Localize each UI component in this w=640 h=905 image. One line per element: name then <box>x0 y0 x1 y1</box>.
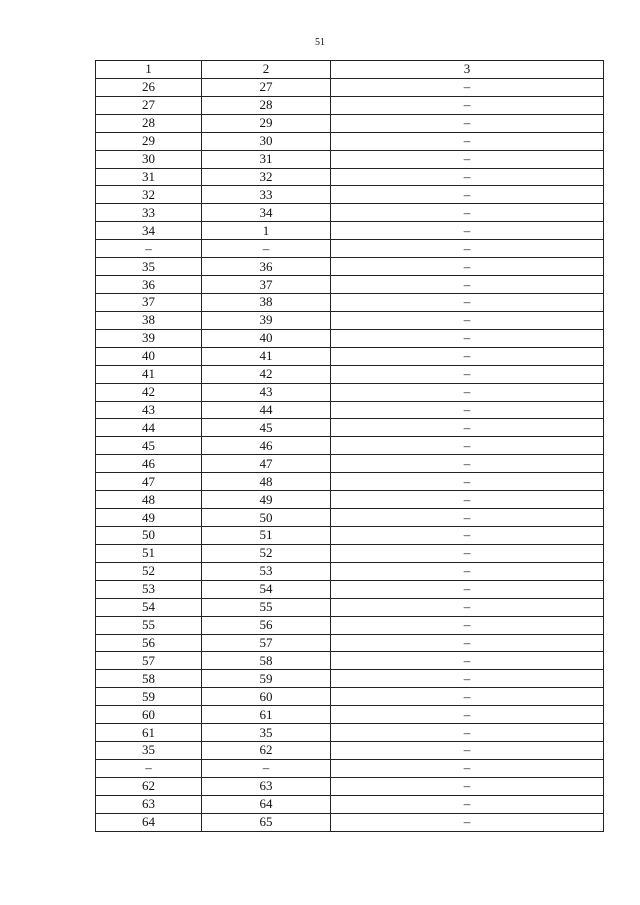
table-cell-col-2: 58 <box>202 652 331 670</box>
table-cell-col-3: – <box>331 114 604 132</box>
table-cell-col-2: 47 <box>202 455 331 473</box>
table-row <box>96 186 604 204</box>
table-cell-col-3: – <box>331 365 604 383</box>
table-cell-col-1: 35 <box>96 742 202 760</box>
table-cell-col-1: 53 <box>96 580 202 598</box>
table-row <box>96 347 604 365</box>
table-cell-col-1: – <box>96 240 202 258</box>
table-row <box>96 455 604 473</box>
table-cell-col-3: – <box>331 293 604 311</box>
table-cell-col-1: 31 <box>96 168 202 186</box>
table-cell-col-2: 65 <box>202 813 331 831</box>
table-cell-col-2: 31 <box>202 150 331 168</box>
table-row <box>96 509 604 527</box>
table-row <box>96 293 604 311</box>
table-cell-col-2: 55 <box>202 598 331 616</box>
table-row <box>96 562 604 580</box>
table-cell-col-3: – <box>331 204 604 222</box>
table-cell-col-2: – <box>202 759 331 777</box>
table-cell-col-2: 42 <box>202 365 331 383</box>
table-cell-col-3: – <box>331 598 604 616</box>
table-row <box>96 258 604 276</box>
table-row <box>96 437 604 455</box>
table-cell-col-1: 57 <box>96 652 202 670</box>
table-cell-col-3: – <box>331 419 604 437</box>
table-row <box>96 724 604 742</box>
table-cell-col-3: – <box>331 347 604 365</box>
table-cell-col-1: 39 <box>96 329 202 347</box>
table-cell-col-1: 63 <box>96 795 202 813</box>
table-row <box>96 759 604 777</box>
table-cell-col-2: 60 <box>202 688 331 706</box>
table-cell-col-1: 30 <box>96 150 202 168</box>
table-row <box>96 365 604 383</box>
table-cell-col-2: 1 <box>202 222 331 240</box>
page-number: 51 <box>315 37 325 48</box>
table-cell-col-1: 62 <box>96 777 202 795</box>
table-cell-col-3: – <box>331 616 604 634</box>
table-cell-col-1: 61 <box>96 724 202 742</box>
table-cell-col-2: 54 <box>202 580 331 598</box>
table-cell-col-3: – <box>331 240 604 258</box>
table-cell-col-2: 33 <box>202 186 331 204</box>
table-cell-col-1: 37 <box>96 293 202 311</box>
table-row <box>96 473 604 491</box>
table-cell-col-1: 44 <box>96 419 202 437</box>
table-cell-col-2: 43 <box>202 383 331 401</box>
table-cell-col-3: – <box>331 544 604 562</box>
table-cell-col-1: 38 <box>96 311 202 329</box>
column-header-3: 3 <box>331 61 604 79</box>
table-cell-col-2: 44 <box>202 401 331 419</box>
table-row <box>96 150 604 168</box>
table-cell-col-2: 45 <box>202 419 331 437</box>
table-row <box>96 652 604 670</box>
table-cell-col-3: – <box>331 652 604 670</box>
table-row <box>96 706 604 724</box>
column-header-2: 2 <box>202 61 331 79</box>
table-cell-col-2: 64 <box>202 795 331 813</box>
table-cell-col-1: 64 <box>96 813 202 831</box>
table-row <box>96 580 604 598</box>
table-cell-col-2: 62 <box>202 742 331 760</box>
table-cell-col-3: – <box>331 813 604 831</box>
table-row <box>96 78 604 96</box>
table-cell-col-1: 56 <box>96 634 202 652</box>
table-cell-col-2: 29 <box>202 114 331 132</box>
table-cell-col-3: – <box>331 795 604 813</box>
table-row <box>96 598 604 616</box>
table-cell-col-1: 43 <box>96 401 202 419</box>
table-cell-col-1: 28 <box>96 114 202 132</box>
table-cell-col-2: 28 <box>202 96 331 114</box>
table-row <box>96 114 604 132</box>
table-cell-col-3: – <box>331 742 604 760</box>
table-cell-col-1: 29 <box>96 132 202 150</box>
table-cell-col-1: 51 <box>96 544 202 562</box>
table-cell-col-2: – <box>202 240 331 258</box>
table-cell-col-3: – <box>331 455 604 473</box>
table-cell-col-1: 26 <box>96 78 202 96</box>
table-cell-col-3: – <box>331 96 604 114</box>
table-cell-col-1: 33 <box>96 204 202 222</box>
table-cell-col-2: 41 <box>202 347 331 365</box>
table-cell-col-2: 36 <box>202 258 331 276</box>
table-cell-col-1: 50 <box>96 526 202 544</box>
table-cell-col-2: 61 <box>202 706 331 724</box>
table-cell-col-3: – <box>331 222 604 240</box>
table-cell-col-3: – <box>331 491 604 509</box>
table-cell-col-1: 49 <box>96 509 202 527</box>
table-cell-col-2: 37 <box>202 276 331 294</box>
table-cell-col-3: – <box>331 670 604 688</box>
table-cell-col-3: – <box>331 437 604 455</box>
table-cell-col-2: 46 <box>202 437 331 455</box>
table-cell-col-3: – <box>331 562 604 580</box>
table-cell-col-3: – <box>331 186 604 204</box>
table-row <box>96 616 604 634</box>
table-row <box>96 670 604 688</box>
table-row <box>96 526 604 544</box>
table-cell-col-1: 45 <box>96 437 202 455</box>
table-cell-col-2: 51 <box>202 526 331 544</box>
table-cell-col-1: 41 <box>96 365 202 383</box>
table-cell-col-3: – <box>331 509 604 527</box>
table-row <box>96 777 604 795</box>
table-cell-col-2: 49 <box>202 491 331 509</box>
table-cell-col-2: 52 <box>202 544 331 562</box>
table-row <box>96 419 604 437</box>
table-cell-col-1: 27 <box>96 96 202 114</box>
table-cell-col-1: 59 <box>96 688 202 706</box>
table-cell-col-2: 57 <box>202 634 331 652</box>
table-cell-col-1: 35 <box>96 258 202 276</box>
table-cell-col-3: – <box>331 706 604 724</box>
table-cell-col-3: – <box>331 526 604 544</box>
table-row <box>96 240 604 258</box>
table-cell-col-2: 35 <box>202 724 331 742</box>
table-cell-col-3: – <box>331 150 604 168</box>
table-cell-col-3: – <box>331 759 604 777</box>
table-row <box>96 132 604 150</box>
table-cell-col-1: 46 <box>96 455 202 473</box>
table-cell-col-1: 58 <box>96 670 202 688</box>
table-cell-col-1: 42 <box>96 383 202 401</box>
table-cell-col-3: – <box>331 329 604 347</box>
table-cell-col-2: 63 <box>202 777 331 795</box>
table-cell-col-3: – <box>331 580 604 598</box>
table-cell-col-3: – <box>331 383 604 401</box>
table-row <box>96 168 604 186</box>
table-cell-col-3: – <box>331 724 604 742</box>
table-cell-col-1: 34 <box>96 222 202 240</box>
table-row <box>96 742 604 760</box>
table-cell-col-1: 32 <box>96 186 202 204</box>
table-cell-col-3: – <box>331 777 604 795</box>
table-body <box>96 61 604 832</box>
table-cell-col-2: 59 <box>202 670 331 688</box>
table-row <box>96 276 604 294</box>
table-cell-col-3: – <box>331 276 604 294</box>
table-row <box>96 401 604 419</box>
table-cell-col-1: 52 <box>96 562 202 580</box>
table-row <box>96 222 604 240</box>
table-row <box>96 813 604 831</box>
table-cell-col-3: – <box>331 132 604 150</box>
table-cell-col-3: – <box>331 168 604 186</box>
table-cell-col-3: – <box>331 634 604 652</box>
table-header-row <box>96 61 604 79</box>
table-cell-col-2: 48 <box>202 473 331 491</box>
table-cell-col-2: 32 <box>202 168 331 186</box>
table-cell-col-3: – <box>331 258 604 276</box>
table-row <box>96 311 604 329</box>
table-cell-col-2: 50 <box>202 509 331 527</box>
table-cell-col-3: – <box>331 473 604 491</box>
column-header-1: 1 <box>96 61 202 79</box>
table-cell-col-1: – <box>96 759 202 777</box>
table-cell-col-3: – <box>331 78 604 96</box>
table-row <box>96 96 604 114</box>
table-row <box>96 688 604 706</box>
table-cell-col-1: 55 <box>96 616 202 634</box>
table-cell-col-1: 36 <box>96 276 202 294</box>
table-cell-col-2: 56 <box>202 616 331 634</box>
table-row <box>96 544 604 562</box>
table-cell-col-3: – <box>331 311 604 329</box>
table-cell-col-1: 54 <box>96 598 202 616</box>
table-row <box>96 329 604 347</box>
table-cell-col-3: – <box>331 401 604 419</box>
table-row <box>96 634 604 652</box>
table-cell-col-1: 48 <box>96 491 202 509</box>
table-cell-col-2: 34 <box>202 204 331 222</box>
table-row <box>96 795 604 813</box>
table-row <box>96 383 604 401</box>
table-cell-col-2: 38 <box>202 293 331 311</box>
table-cell-col-2: 53 <box>202 562 331 580</box>
table-cell-col-1: 40 <box>96 347 202 365</box>
table-cell-col-3: – <box>331 688 604 706</box>
table-cell-col-1: 47 <box>96 473 202 491</box>
table-cell-col-1: 60 <box>96 706 202 724</box>
table-cell-col-2: 40 <box>202 329 331 347</box>
table-cell-col-2: 39 <box>202 311 331 329</box>
table-cell-col-2: 27 <box>202 78 331 96</box>
table-row <box>96 491 604 509</box>
table-row <box>96 204 604 222</box>
table-cell-col-2: 30 <box>202 132 331 150</box>
data-table <box>95 60 604 832</box>
